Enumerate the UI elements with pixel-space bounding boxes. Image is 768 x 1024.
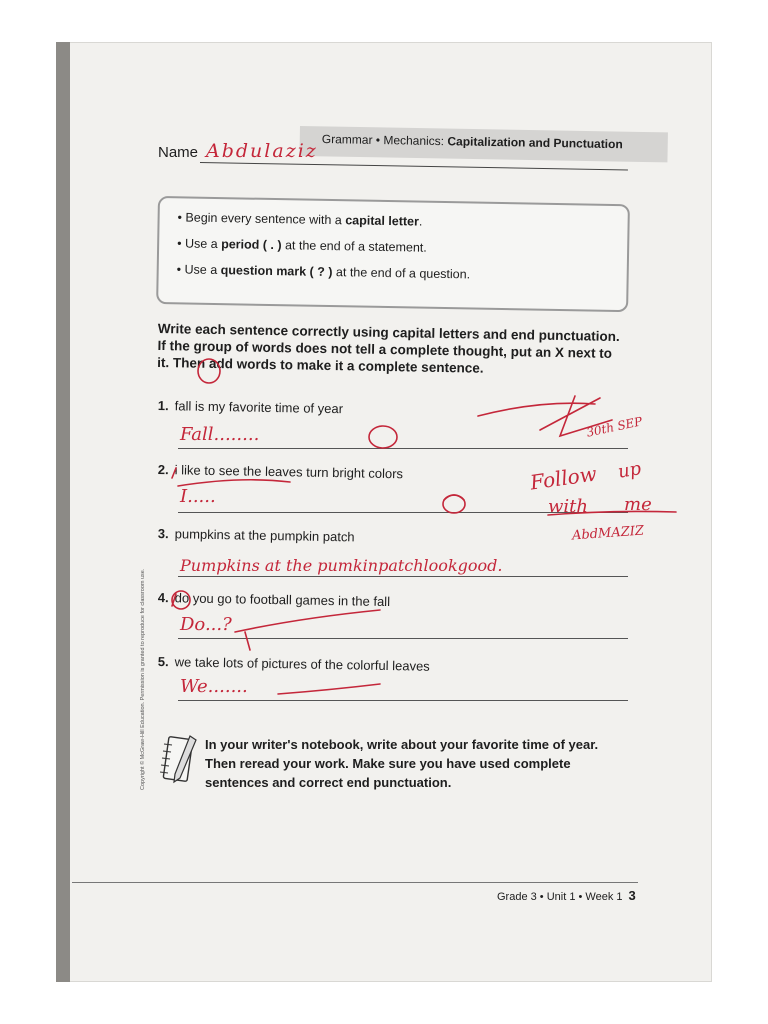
header-prefix: Grammar • Mechanics: (321, 132, 445, 149)
header-topic: Capitalization and Punctuation (447, 134, 623, 152)
question-1: 1. fall is my favorite time of year (157, 398, 344, 417)
rule-item: • Begin every sentence with a capital letter. (177, 210, 423, 229)
question-2: 2. i like to see the leaves turn bright colors (157, 462, 404, 482)
answer-3: Pumpkins at the pumkinpatchlookgood. (180, 556, 503, 575)
footer (497, 888, 636, 903)
x-mark: X (554, 344, 565, 361)
page-number: 3 (628, 888, 636, 903)
rule-item: • Use a question mark ( ? ) at the end of a question. (176, 262, 471, 282)
check-mark-1 (540, 396, 612, 436)
teacher-note-me: me (624, 494, 652, 515)
name-label: Name (158, 144, 199, 161)
circle-note (444, 495, 464, 500)
rule-item: • Use a period ( . ) at the end of a statement. (177, 236, 427, 255)
question-3: 3. pumpkins at the pumpkin patch (157, 526, 355, 545)
answer-2: I..... (180, 486, 216, 507)
question-4: 4. do you go to football games in the fall (157, 590, 391, 610)
underline-2 (178, 480, 290, 486)
notebook-prompt: In your writer's notebook, write about your favorite time of year. Then reread your work. Make sure you have used complete sentences and correct end punctuation. (205, 737, 599, 790)
footer-label: Grade 3 • Unit 1 • Week 1 (497, 891, 623, 903)
teacher-note-up: up (616, 458, 643, 483)
student-name-handwritten: Abdulaziz (206, 140, 318, 162)
question-5: 5. we take lots of pictures of the colorful leaves (157, 654, 430, 674)
slash-mark-5 (278, 684, 380, 694)
notebook-pencil-icon (160, 734, 198, 791)
underline-signature (548, 511, 676, 515)
answer-5: We....... (180, 676, 248, 697)
teacher-note-follow: Follow (528, 461, 599, 495)
answer-1: Fall........ (180, 424, 260, 445)
teacher-date-note: 30th SEP (585, 414, 644, 440)
instructions: Write each sentence correctly using capital letters and end punctuation. If the group of words does not tell a complete thought, put an X next to it. Then add words to make it a complete sentence. (157, 320, 620, 376)
copyright-notice: Copyright © McGraw-Hill Education. Permission is granted to reproduce for classroom use. (140, 568, 146, 790)
answer-4: Do...? (180, 614, 232, 635)
teacher-signature: AbdMAZIZ (571, 523, 645, 544)
tick-mark-4 (245, 632, 250, 650)
comma-mark-2 (172, 468, 176, 478)
footer-divider (72, 882, 638, 883)
check-circle-1 (369, 426, 397, 448)
teacher-note-with: with (548, 496, 588, 517)
x-circle-mark (198, 359, 220, 383)
slash-mark-4 (235, 610, 380, 632)
